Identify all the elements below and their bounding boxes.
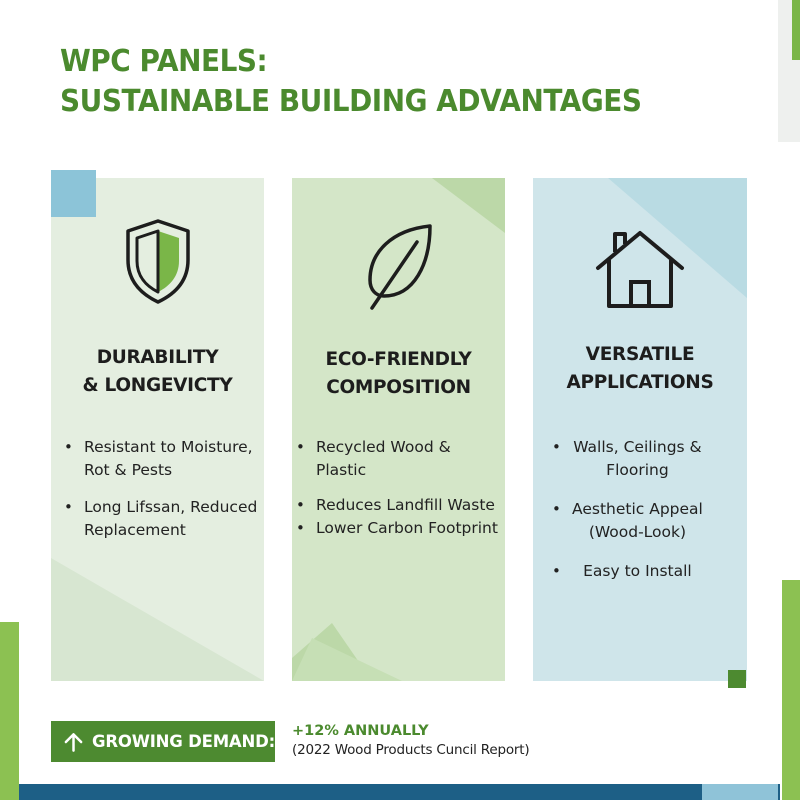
card-heading [292,346,505,402]
top-right-accent [792,0,800,60]
title-line-2: SUSTAINABLE BUILDING ADVANTAGES [60,84,642,119]
shield-icon [123,218,193,306]
list-item-text: • Reduces Landfill Waste [316,496,495,514]
growth-stat: +12% ANNUALLY [292,723,429,739]
right-accent-bar [782,580,800,800]
list-item-text: • Aesthetic Appeal [572,500,703,518]
list-item-text: • Recycled Wood & [316,438,451,456]
card-heading [51,344,264,400]
list-item [295,436,498,482]
list-item-text: Rot & Pests [84,461,173,479]
house-icon [593,228,688,310]
list-item [63,436,257,482]
card-durability [51,178,264,681]
bottom-accent-bar [19,784,780,800]
card-heading-line: ECO-FRIENDLY [325,349,472,370]
growing-demand-badge [51,721,275,762]
list-item-text: • Resistant to Moisture, [84,438,253,456]
list-item-text: Plastic [316,461,367,479]
card-heading-line: & LONGEVICTY [82,375,233,396]
list-item [63,496,257,542]
card-eco-friendly [292,178,505,681]
list-item [295,517,498,540]
list-item-text: (Wood-Look) [588,523,687,541]
source-citation: (2022 Wood Products Cuncil Report) [292,742,530,758]
list-item [551,436,703,482]
benefit-list [63,436,257,542]
list-item-text: • Easy to Install [583,562,692,580]
growing-demand-label: GROWING DEMAND: [92,732,275,751]
page-title [60,42,642,122]
card-heading [533,341,747,397]
card-heading-line: APPLICATIONS [566,372,714,393]
card-heading-line: VERSATILE [585,344,695,365]
title-line-1: WPC PANELS: [60,44,268,79]
list-item [295,494,498,517]
corner-square [728,670,746,688]
benefit-list [551,436,703,583]
arrow-up-icon [63,731,84,753]
list-item-text: • Long Lifssan, Reduced [84,498,258,516]
list-item-text: • Walls, Ceilings & [573,438,702,456]
list-item [551,498,703,544]
list-item-text: Flooring [606,461,669,479]
benefit-list [295,436,498,540]
card-heading-line: COMPOSITION [326,377,471,398]
list-item-text: Replacement [84,521,186,539]
list-item-text: • Lower Carbon Footprint [316,519,498,537]
bottom-accent-bar-light [702,784,778,800]
leaf-icon [362,222,437,312]
list-item [551,560,703,583]
card-heading-line: DURABILITY [96,347,219,368]
left-accent-bar [0,622,19,800]
card-decoration [51,518,264,681]
corner-square [51,170,96,217]
card-versatile [533,178,747,681]
